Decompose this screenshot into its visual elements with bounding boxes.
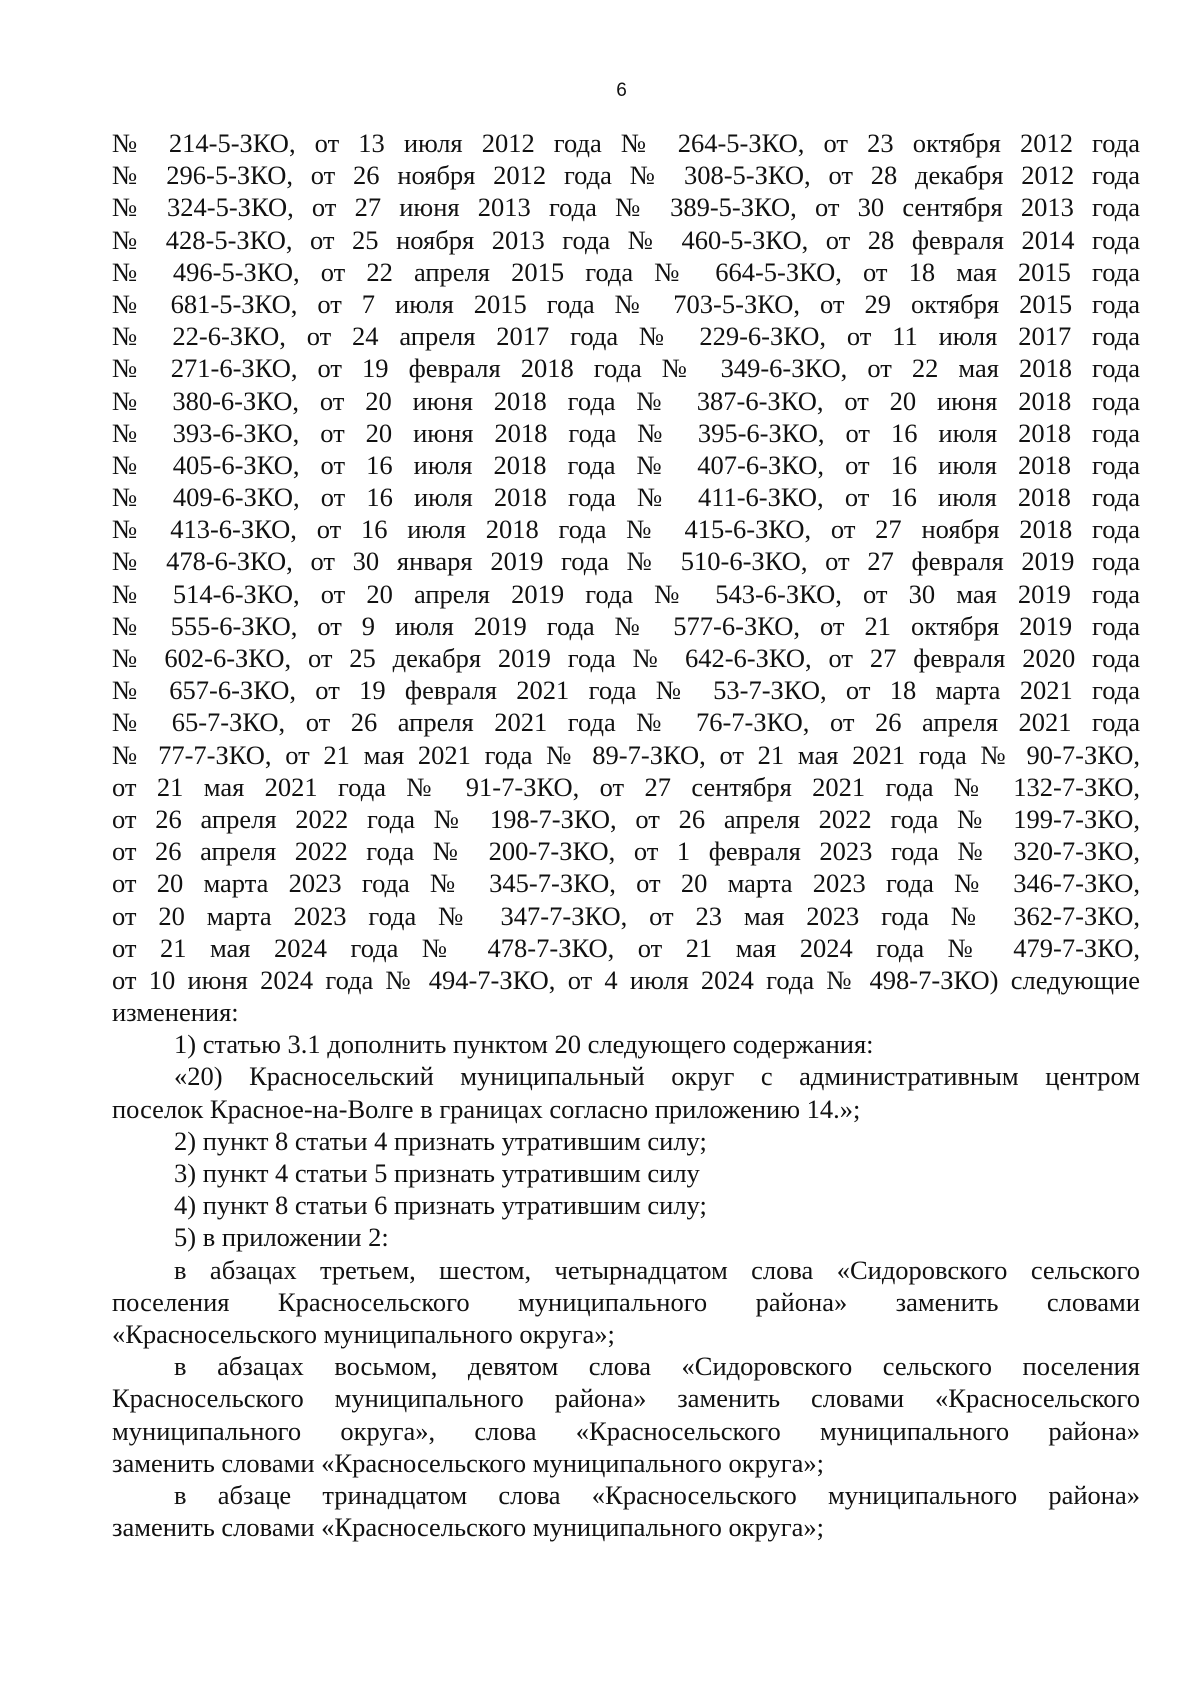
text-line: заменить словами «Красносельского муниципального округа»;: [112, 1447, 824, 1478]
text-line: № 657-6-ЗКО, от 19 февраля 2021 года № 53-7-ЗКО, от 18 марта 2021 года: [112, 675, 1140, 706]
text-line: № 681-5-ЗКО, от 7 июля 2015 года № 703-5-ЗКО, от 29 октября 2015 года: [112, 288, 1140, 319]
text-line: № 65-7-ЗКО, от 26 апреля 2021 года № 76-7-ЗКО, от 26 апреля 2021 года: [112, 707, 1140, 738]
text-line: 5) в приложении 2:: [174, 1222, 389, 1253]
text-line: от 20 марта 2023 года № 347-7-ЗКО, от 23 мая 2023 года № 362-7-ЗКО,: [112, 900, 1140, 931]
text-line: № 271-6-ЗКО, от 19 февраля 2018 года № 349-6-ЗКО, от 22 мая 2018 года: [112, 353, 1140, 384]
text-line: изменения:: [112, 997, 239, 1028]
document-body: [112, 127, 1140, 1543]
text-line: поселения Красносельского муниципального района» заменить словами: [112, 1286, 1140, 1317]
text-line: № 214-5-ЗКО, от 13 июля 2012 года № 264-5-ЗКО, от 23 октября 2012 года: [112, 128, 1140, 158]
text-line: от 20 марта 2023 года № 345-7-ЗКО, от 20 марта 2023 года № 346-7-ЗКО,: [112, 868, 1140, 899]
text-line: № 380-6-ЗКО, от 20 июня 2018 года № 387-6-ЗКО, от 20 июня 2018 года: [112, 385, 1140, 416]
text-line: № 514-6-ЗКО, от 20 апреля 2019 года № 543-6-ЗКО, от 30 мая 2019 года: [112, 578, 1140, 609]
text-line: в абзацах восьмом, девятом слова «Сидоровского сельского поселения: [174, 1351, 1140, 1382]
text-line: № 555-6-ЗКО, от 9 июля 2019 года № 577-6-ЗКО, от 21 октября 2019 года: [112, 610, 1140, 641]
text-line: в абзацах третьем, шестом, четырнадцатом слова «Сидоровского сельского: [174, 1254, 1140, 1285]
text-line: № 393-6-ЗКО, от 20 июня 2018 года № 395-6-ЗКО, от 16 июля 2018 года: [112, 417, 1140, 448]
text-line: № 602-6-ЗКО, от 25 декабря 2019 года № 642-6-ЗКО, от 27 февраля 2020 года: [112, 643, 1140, 673]
text-line: № 496-5-ЗКО, от 22 апреля 2015 года № 664-5-ЗКО, от 18 мая 2015 года: [112, 256, 1140, 287]
text-line: № 324-5-ЗКО, от 27 июня 2013 года № 389-5-ЗКО, от 30 сентября 2013 года: [112, 192, 1140, 223]
text-line: от 10 июня 2024 года № 494-7-ЗКО, от 4 июля 2024 года № 498-7-ЗКО) следующие: [112, 964, 1140, 995]
text-line: № 77-7-ЗКО, от 21 мая 2021 года № 89-7-ЗКО, от 21 мая 2021 года № 90-7-ЗКО,: [112, 739, 1140, 770]
text-line: № 413-6-ЗКО, от 16 июля 2018 года № 415-6-ЗКО, от 27 ноября 2018 года: [112, 514, 1140, 545]
text-line: от 26 апреля 2022 года № 200-7-ЗКО, от 1 февраля 2023 года № 320-7-ЗКО,: [112, 836, 1140, 867]
text-line: от 26 апреля 2022 года № 198-7-ЗКО, от 26 апреля 2022 года № 199-7-ЗКО,: [112, 803, 1140, 834]
text-line: № 296-5-ЗКО, от 26 ноября 2012 года № 308-5-ЗКО, от 28 декабря 2012 года: [112, 160, 1140, 191]
text-line: № 428-5-ЗКО, от 25 ноября 2013 года № 460-5-ЗКО, от 28 февраля 2014 года: [112, 224, 1140, 255]
text-line: № 22-6-ЗКО, от 24 апреля 2017 года № 229-6-ЗКО, от 11 июля 2017 года: [112, 321, 1140, 352]
text-line: № 405-6-ЗКО, от 16 июля 2018 года № 407-6-ЗКО, от 16 июля 2018 года: [112, 449, 1140, 480]
text-line: «20) Красносельский муниципальный округ с административным центром: [174, 1061, 1140, 1092]
text-line: 4) пункт 8 статьи 6 признать утратившим силу;: [174, 1190, 707, 1221]
text-line: 3) пункт 4 статьи 5 признать утратившим силу: [174, 1158, 700, 1188]
text-line: заменить словами «Красносельского муниципального округа»;: [112, 1512, 824, 1543]
page-number: 6: [616, 80, 627, 101]
text-line: поселок Красное-на-Волге в границах согласно приложению 14.»;: [112, 1093, 861, 1124]
text-line: от 21 мая 2021 года № 91-7-ЗКО, от 27 сентября 2021 года № 132-7-ЗКО,: [112, 771, 1140, 802]
text-line: Красносельского муниципального района» заменить словами «Красносельского: [112, 1383, 1140, 1414]
text-line: 1) статью 3.1 дополнить пунктом 20 следующего содержания:: [174, 1029, 874, 1060]
text-line: муниципального округа», слова «Красносельского муниципального района»: [112, 1415, 1140, 1446]
text-line: в абзаце тринадцатом слова «Красносельского муниципального района»: [174, 1479, 1140, 1510]
text-line: № 478-6-ЗКО, от 30 января 2019 года № 510-6-ЗКО, от 27 февраля 2019 года: [112, 546, 1140, 577]
text-line: 2) пункт 8 статьи 4 признать утратившим силу;: [174, 1125, 707, 1156]
text-line: «Красносельского муниципального округа»;: [112, 1318, 615, 1349]
text-line: от 21 мая 2024 года № 478-7-ЗКО, от 21 мая 2024 года № 479-7-ЗКО,: [112, 932, 1140, 963]
text-line: № 409-6-ЗКО, от 16 июля 2018 года № 411-6-ЗКО, от 16 июля 2018 года: [112, 482, 1140, 513]
